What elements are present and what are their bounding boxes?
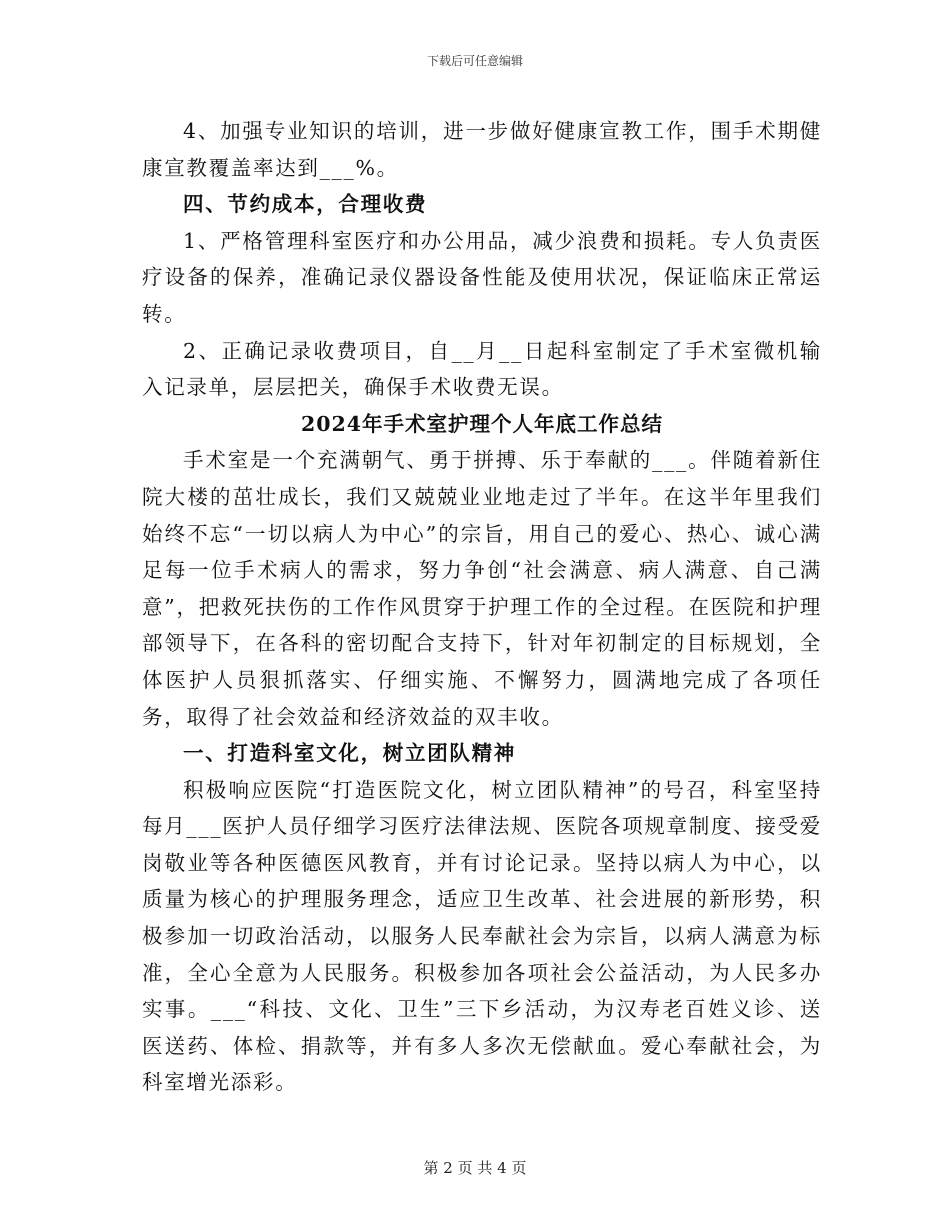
paragraph-item-1: 1、严格管理科室医疗和办公用品，减少浪费和损耗。专人负责医疗设备的保养，准确记录仪器设备性能及使用状况，保证临床正常运转。 — [142, 228, 822, 326]
paragraph-culture: 积极响应医院“打造医院文化，树立团队精神”的号召，科室坚持每月___医护人员仔细学习医疗法律法规、医院各项规章制度、接受爱岗敬业等各种医德医风教育，并有讨论记录。坚持以病人为中心，以质量为核心的护理服务理念，适应卫生改革、社会进展的新形势，积极参加一切政治活动，以服务人民奉献社会为宗旨，以病人满意为标准，全心全意为人民服务。积极参加各项社会公益活动，为人民多办实事。___“科技、文化、卫生”三下乡活动，为汉寿老百姓义诊、送医送药、体检、捐款等，并有多人多次无偿献血。爱心奉献社会，为科室增光添彩。 — [142, 777, 822, 1095]
paragraph-item-4: 4、加强专业知识的培训，进一步做好健康宣教工作，围手术期健康宣教覆盖率达到___%。 — [142, 119, 822, 180]
section-heading-culture: 一、打造科室文化，树立团队精神 — [183, 741, 516, 766]
page-footer: 第 2 页 共 4 页 — [423, 1159, 527, 1177]
section-heading-cost: 四、节约成本，合理收费 — [183, 192, 428, 217]
document-title: 2024年手术室护理个人年底工作总结 — [300, 411, 664, 436]
paragraph-intro: 手术室是一个充满朝气、勇于拼搏、乐于奉献的___。伴随着新住院大楼的茁壮成长，我们又兢兢业业地走过了半年。在这半年里我们始终不忘“一切以病人为中心”的宗旨，用自己的爱心、热心、诚心满足每一位手术病人的需求，努力争创“社会满意、病人满意、自己满意”，把救死扶伤的工作作风贯穿于护理工作的全过程。在医院和护理部领导下，在各科的密切配合支持下，针对年初制定的目标规划，全体医护人员狠抓落实、仔细实施、不懈努力，圆满地完成了各项任务，取得了社会效益和经济效益的双丰收。 — [142, 448, 822, 729]
page-header: 下载后可任意编辑 — [426, 54, 523, 68]
document-body — [142, 113, 822, 1101]
paragraph-item-2: 2、正确记录收费项目，自__月__日起科室制定了手术室微机输入记录单，层层把关，确保手术收费无误。 — [142, 338, 822, 400]
